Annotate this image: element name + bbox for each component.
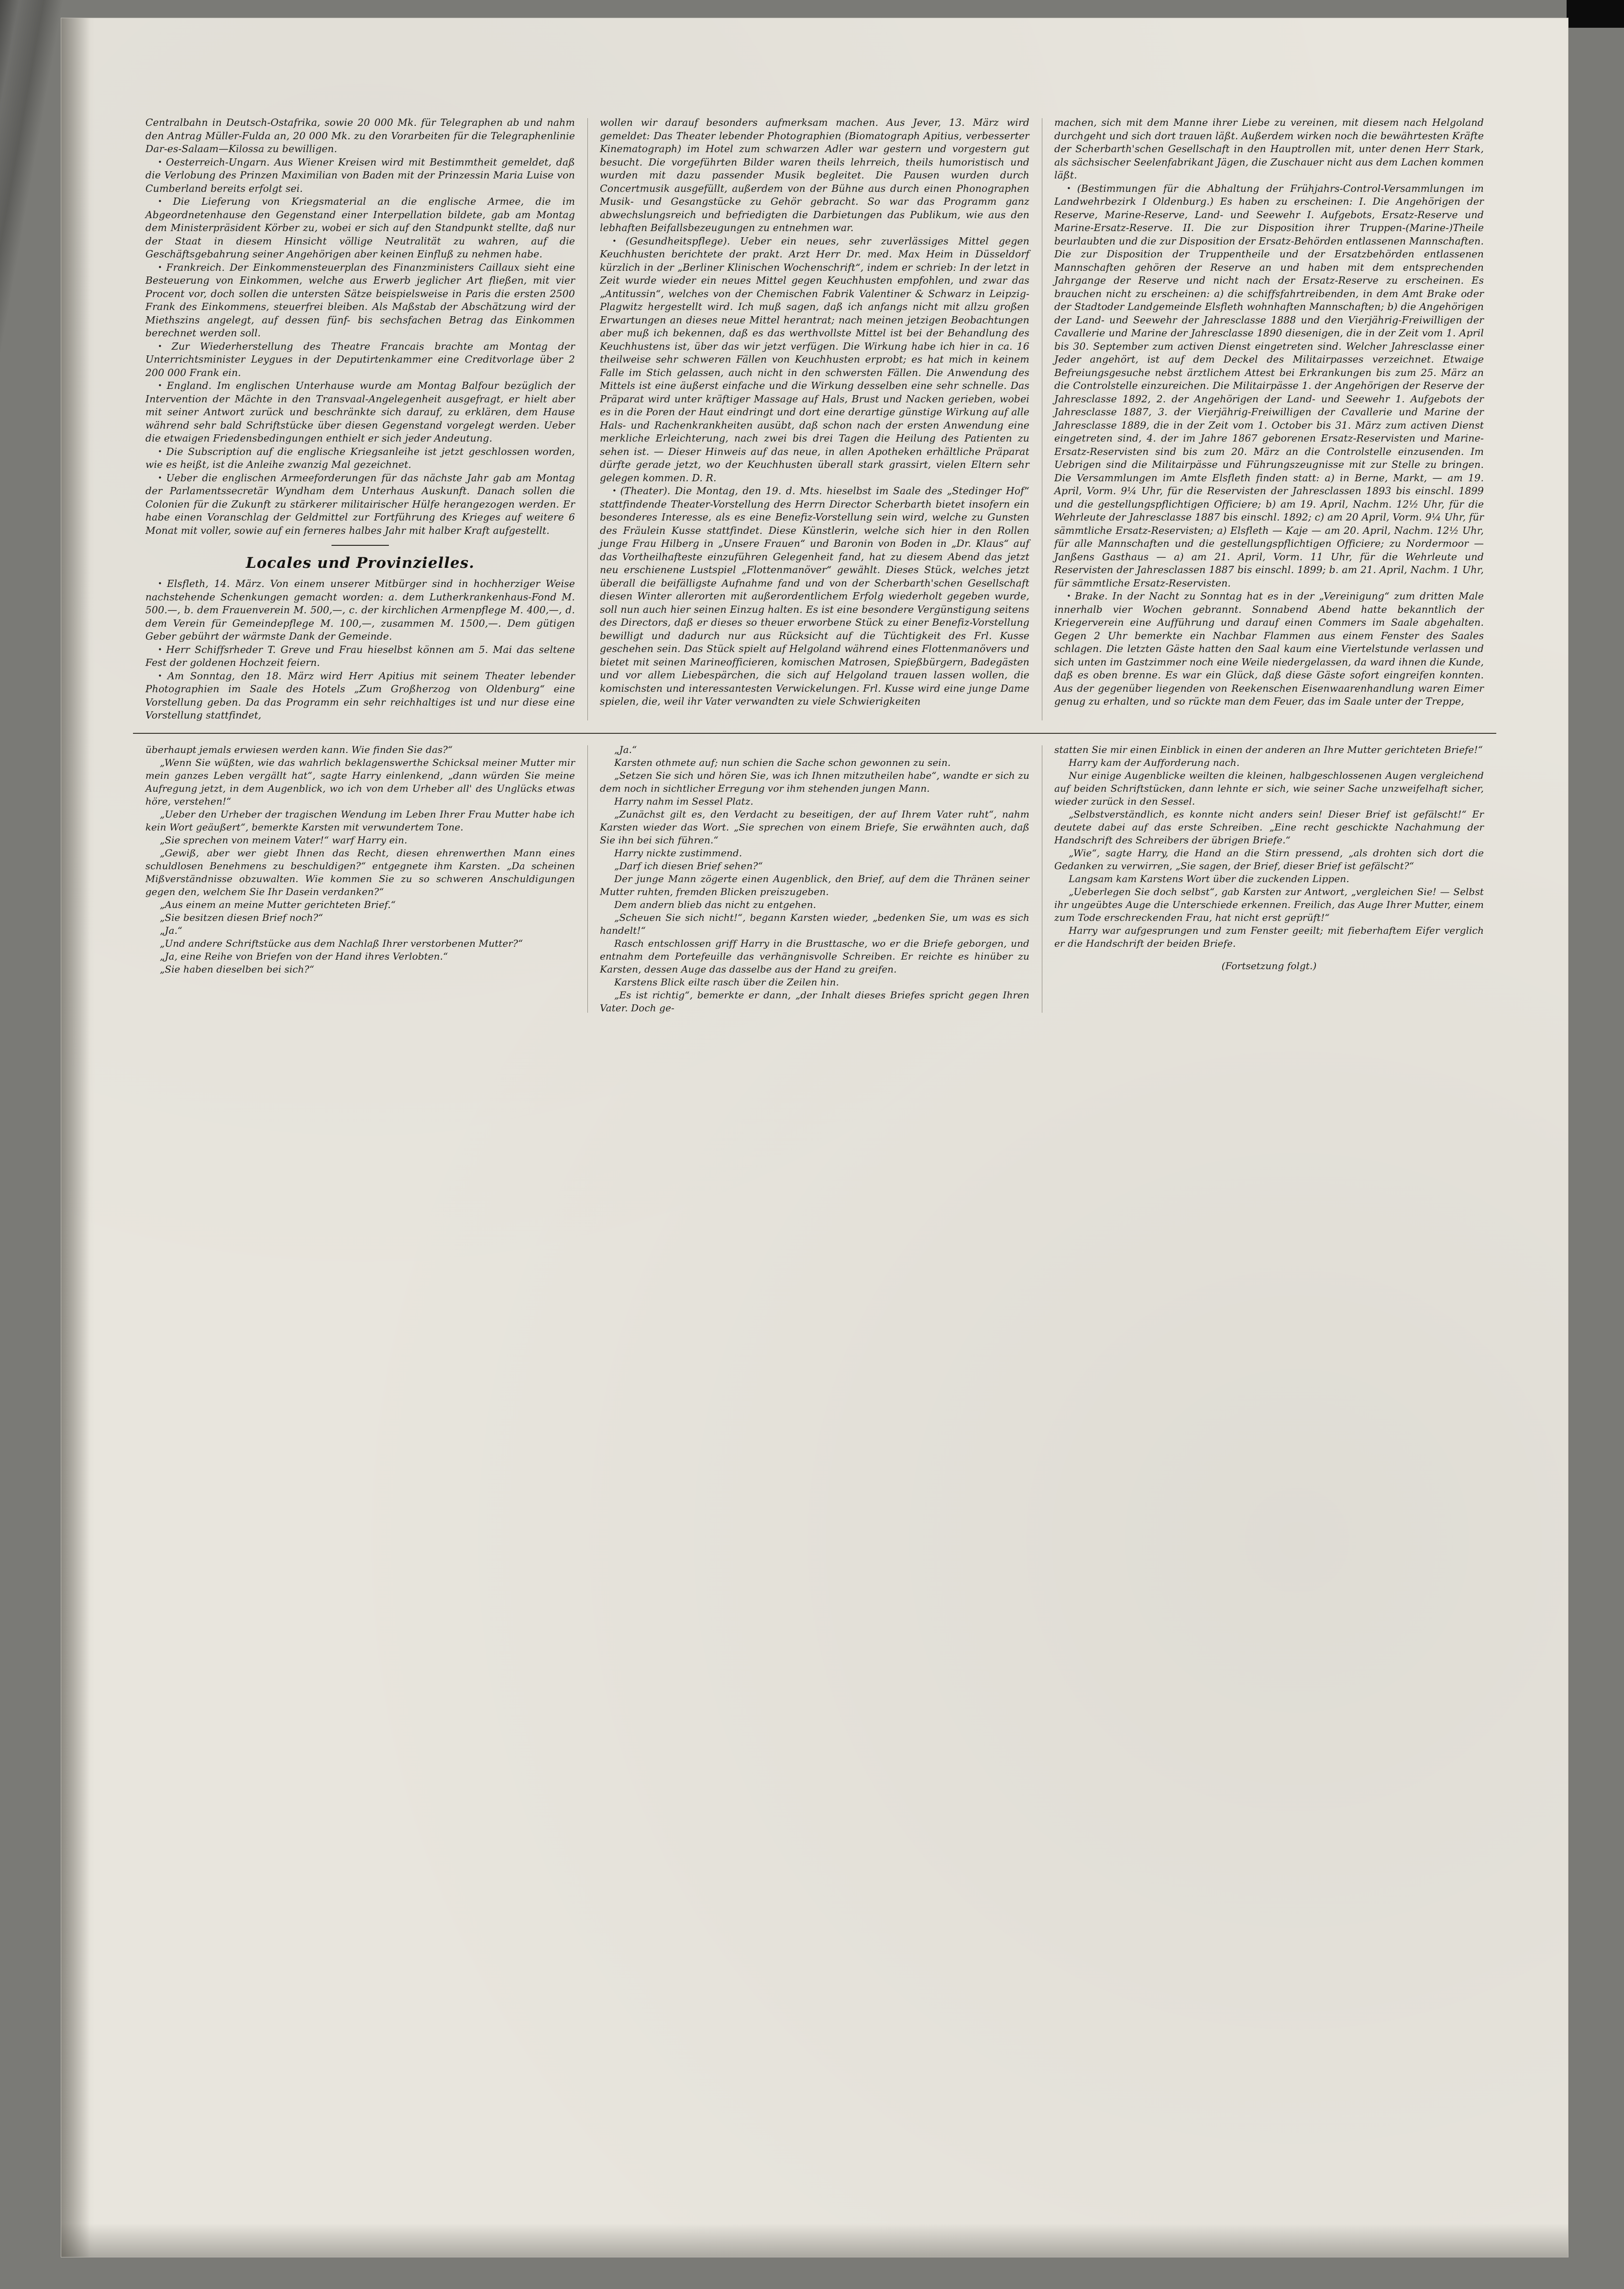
story-paragraph: Langsam kam Karstens Wort über die zuckenden Lippen. [1068, 873, 1349, 885]
article-paragraph: • Die Subscription auf die englische Kriegsanleihe ist jetzt geschlossen worden, wie es heißt, ist die Anleihe zwanzig Mal gezeichnet. [145, 445, 575, 472]
section-heading-locales: Locales und Provinzielles. [245, 554, 475, 572]
local-item: • Elsfleth, 14. März. Von einem unserer Mitbürger sind in hochherziger Weise nachstehende Schenkungen gemacht worden: a. dem Lutherkrankenhaus-Fond M. 500.—, b. dem Frauenverein M. 500,—, c. der kirchlichen Armenpflege M. 400,—, d. dem Verein für Gemeindepflege M. 100,—, zusammen M. 1500,—. Dem gütigen Geber gebührt der wärmste Dank der Gemeinde. [145, 577, 575, 643]
story-paragraph: „Sie besitzen diesen Brief noch?“ [160, 911, 323, 923]
story-paragraph: „Wenn Sie wüßten, wie das wahrlich beklagenswerthe Schicksal meiner Mutter mir mein ganzes Leben vergällt hat“, sagte Harry einlenkend, „dann würden Sie meine Aufregung jetzt, in dem Augenblick, wo ich von dem Urheber all' des Unglücks etwas höre, verstehen!“ [145, 756, 575, 807]
story-paragraph: Harry kam der Aufforderung nach. [1068, 756, 1240, 768]
story-paragraph: „Selbstverständlich, es konnte nicht anders sein! Dieser Brief ist gefälscht!“ Er deutete dabei auf das erste Schreiben. „Eine recht geschickte Nachahmung der Handschrift des Schreibers der übrigen Briefe.“ [1054, 808, 1484, 846]
article-paragraph: • Zur Wiederherstellung des Theatre Francais brachte am Montag der Unterrichtsminister Leygues in der Deputirtenkammer eine Creditvorlage über 2 200 000 Frank ein. [145, 340, 575, 380]
article-paragraph: • Ueber die englischen Armeeforderungen für das nächste Jahr gab am Montag der Parlamentssecretär Wyndham dem Unterhaus Auskunft. Danach sollen die Colonien für die Zukunft zu stärkerer militairischer Hülfe herangezogen werden. Er habe einen Voranschlag der Geldmittel zur Fortführung des Krieges auf weitere 6 Monat mit voller, sowie auf ein ferneres halbes Jahr mit halber Kraft aufgestellt. [145, 472, 575, 538]
story-paragraph: „Ueber den Urheber der tragischen Wendung im Leben Ihrer Frau Mutter habe ich kein Wort geäußert“, bemerkte Karsten mit verwundertem Tone. [145, 808, 575, 833]
news-column-3 [1042, 116, 1496, 722]
story-paragraph: „Es ist richtig“, bemerkte er dann, „der Inhalt dieses Briefes spricht gegen Ihren Vater. Doch ge- [599, 989, 1029, 1014]
top-right-black-marker [1567, 0, 1624, 28]
news-column-1 [133, 116, 587, 722]
story-paragraph: „Ja.“ [614, 743, 637, 755]
story-paragraph: „Ja, eine Reihe von Briefen von der Hand ihres Verlobten.“ [160, 950, 448, 962]
story-paragraph: Nur einige Augenblicke weilten die kleinen, halbgeschlossenen Augen vergleichend auf beiden Schriftstücken, dann lehnte er sich, wie seiner Sache unzweifelhaft sicher, wieder zurück in den Sessel. [1054, 769, 1484, 807]
article-paragraph: • (Gesundheitspflege). Ueber ein neues, sehr zuverlässiges Mittel gegen Keuchhusten berichtete der prakt. Arzt Herr Dr. med. Max Heim in Düsseldorf kürzlich in der „Berliner Klinischen Wochenschrift“, indem er schrieb: In der letzt in Zeit wurde wieder ein neues Mittel gegen Keuchhusten empfohlen, und zwar das „Antitussin“, welches von der Chemischen Fabrik Valentiner & Schwarz in Leipzig-Plagwitz hergestellt wird. Ich muß sagen, daß ich anfangs nicht mit allzu großen Erwartungen an dieses neue Mittel herantrat; nach meinen jetzigen Beobachtungen aber muß ich bekennen, daß es das werthvollste Mittel ist bei der Behandlung des Keuchhustens ist, über das wir jetzt verfügen. Die Wirkung habe ich hier in ca. 16 theilweise sehr schweren Fällen von Keuchhusten erprobt; es hat mich in keinem Falle im Stich gelassen, auch nicht in den schwersten Fällen. Die Anwendung des Mittels ist eine äußerst einfache und die Wirkung desselben eine sehr schnelle. Das Präparat wird unter kräftiger Massage auf Hals, Brust und Nacken gerieben, wobei es in die Poren der Haut eindringt und dort eine derartige günstige Wirkung auf alle Hals- und Rachenkrankheiten ausübt, daß schon nach der ersten Anwendung eine merkliche Erleichterung, nach zwei bis drei Tagen die Heilung des Patienten zu sehen ist. — Dieser Hinweis auf das neue, in allen Apotheken erhältliche Präparat dürfte gerade jetzt, wo der Keuchhusten überall stark grassirt, vielen Eltern sehr gelegen kommen. D. R. [600, 235, 1029, 485]
article-paragraph: • Brake. In der Nacht zu Sonntag hat es in der „Vereinigung“ zum dritten Male innerhalb vier Wochen gebrannt. Sonnabend Abend hatte bekanntlich der Kriegerverein eine Aufführung und darauf einen Commers im Saale abgehalten. Gegen 2 Uhr bemerkte ein Nachbar Flammen aus einem Fenster des Saales schlagen. Die letzten Gäste hatten den Saal kaum eine Viertelstunde verlassen und sich unten im Gastzimmer noch eine Weile niedergelassen, da ward ihnen die Kunde, daß es oben brenne. Es war ein Glück, daß diese Gäste sofort eingreifen konnten. Aus der gegenüber liegenden von Reekenschen Eisenwaarenhandlung waren Eimer genug zu erhalten, und so rückte man dem Feuer, das im Saale unter der Treppe, [1054, 590, 1484, 708]
article-paragraph: • Die Lieferung von Kriegsmaterial an die englische Armee, die im Abgeordnetenhause den Gegenstand einer Interpellation bildete, gab am Montag dem Ministerpräsident Körber zu, wobei er sich auf den Standpunkt stellte, daß nur der Staat in diesem Hinsicht völlige Neutralität zu wahren, auf die Geschäftsgebahrung seiner Angehörigen aber keinen Einfluß zu nehmen habe. [145, 195, 575, 261]
article-paragraph: • Oesterreich-Ungarn. Aus Wiener Kreisen wird mit Bestimmtheit gemeldet, daß die Verlobung des Prinzen Maximilian von Baden mit der Prinzessin Maria Luise von Cumberland bereits erfolgt sei. [145, 156, 575, 196]
story-paragraph: statten Sie mir einen Einblick in einen der anderen an Ihre Mutter gerichteten Briefe!“ [1054, 743, 1483, 755]
story-paragraph: „Zunächst gilt es, den Verdacht zu beseitigen, der auf Ihrem Vater ruht“, nahm Karsten wieder das Wort. „Sie sprechen von einem Briefe, Sie erwähnten auch, daß Sie ihn bei sich führen.“ [599, 808, 1029, 846]
story-paragraph: „Wie“, sagte Harry, die Hand an die Stirn pressend, „als drohten sich dort die Gedanken zu verwirren, „Sie sagen, der Brief, dieser Brief ist gefälscht?“ [1054, 847, 1484, 872]
feuilleton-column-2 [587, 743, 1042, 1015]
feuilleton-region [133, 743, 1496, 1015]
story-paragraph: Harry nahm im Sessel Platz. [614, 795, 753, 807]
story-paragraph: „Sie sprechen von meinem Vater!“ warf Harry ein. [160, 834, 408, 846]
story-paragraph: Dem andern blieb das nicht zu entgehen. [614, 898, 817, 910]
article-paragraph: • (Bestimmungen für die Abhaltung der Frühjahrs-Control-Versammlungen im Landwehrbezirk I Oldenburg.) Es haben zu erscheinen: I. Die Angehörigen der Reserve, Marine-Reserve, Land- und Seewehr I. Aufgebots, Ersatz-Reserve und Marine-Ersatz-Reserve. II. Die zur Disposition ihrer Truppen-(Marine-)Theile beurlaubten und die zur Disposition der Ersatz-Behörden entlassenen Mannschaften. Die zur Disposition der Truppentheile und der Ersatzbehörden entlassenen Mannschaften gehören der Reserve an und haben mit dem entsprechenden Jahrgange der Reserve und nicht nach der Ersatz-Reserve zu erscheinen. Es brauchen nicht zu erscheinen: a) die schiffsfahrtreibenden, in dem Amt Brake oder der Stadtoder Landgemeinde Elsfleth wohnhaften Mannschaften; b) die Angehörigen der Land- und Seewehr der Jahresclasse 1888 und den Vierjährig-Freiwilligen der Cavallerie und Marine der Jahresclasse 1890 diesenigen, die in der Zeit vom 1. April bis 30. September zum activen Dienst eingetreten sind. Welcher Jahresclasse einer Jeder angehört, ist auf dem Deckel des Militairpasses verzeichnet. Etwaige Befreiungsgesuche nebst ärztlichem Attest bei Erkrankungen bis zum 25. März an die Controlstelle einzureichen. Die Militairpässe 1. der Angehörigen der Reserve der Jahresclasse 1892, 2. der Angehörigen der Land- und Seewehr 1. Aufgebots der Jahresclasse 1887, 3. der Vierjährig-Freiwilligen der Cavallerie und Marine der Jahresclasse 1889, die in der Zeit vom 1. October bis 31. März zum activen Dienst eingetreten sind, 4. der im Jahre 1867 geborenen Ersatz-Reservisten und Marine-Ersatz-Reservisten sind bis zum 20. März an die Controlstelle einzusenden. Im Uebrigen sind die Militairpässe und Führungszeugnisse mit zur Stelle zu bringen. Die Versammlungen im Amte Elsfleth finden statt: a) in Berne, Markt, — am 19. April, Vorm. 9¼ Uhr, für die Reservisten der Jahresclassen 1893 bis einschl. 1899 und die gestellungspflichtigen Officiere; b) am 19. April, Nachm. 12½ Uhr, für die Wehrleute der Jahresclasse 1887 bis einschl. 1892; c) am 20 April, Vorm. 9¼ Uhr, für sämmtliche Ersatz-Reservisten; a) Elsfleth — Kaje — am 20. April, Nachm. 12½ Uhr, für alle Mannschaften und die gestellungspflichtigen Officiere; zu Nordermoor — Janßens Gasthaus — a) am 21. April, Vorm. 11 Uhr, für die Wehrleute und Reservisten der Jahresclassen 1887 bis einschl. 1899; b. am 21. April, Nachm. 1 Uhr, für sämmtliche Ersatz-Reservisten. [1054, 182, 1484, 590]
article-paragraph: • England. Im englischen Unterhause wurde am Montag Balfour bezüglich der Intervention der Mächte in den Transvaal-Angelegenheit ausgefragt, er hielt aber mit seiner Antwort zurück und beschränkte sich darauf, zu erklären, dem Hause während sehr bald Schriftstücke über diesen Gegenstand vorgelegt werden. Ueber die etwaigen Friedensbedingungen enthielt er sich jeder Andeutung. [145, 379, 575, 445]
story-paragraph: Rasch entschlossen griff Harry in die Brusttasche, wo er die Briefe geborgen, und entnahm dem Portefeuille das verhängnisvolle Schreiben. Er reichte es hinüber zu Karsten, dessen Auge das dasselbe aus der Hand zu greifen. [599, 937, 1029, 975]
feuilleton-column-1 [133, 743, 587, 1015]
local-item: • Herr Schiffsrheder T. Greve und Frau hieselbst können am 5. Mai das seltene Fest der goldenen Hochzeit feiern. [145, 643, 575, 670]
article-paragraph: wollen wir darauf besonders aufmerksam machen. Aus Jever, 13. März wird gemeldet: Das Theater lebender Photographien (Biomatograph Apitius, verbesserter Kinematograph) im Hotel zum schwarzen Adler war gestern und vorgestern gut besucht. Die vorgeführten Bilder waren theils lehrreich, theils humoristisch und wurden mit dazu passender Musik begleitet. Die Pausen wurden durch Concertmusik ausgefüllt, außerdem von der Bühne aus durch einen Phonographen Musik- und Gesangstücke zu Gehör gebracht. So war das Programm ganz abwechslungsreich und befriedigten die Darbietungen das Publikum, wie aus den lebhaften Beifallsbezeugungen zu entnehmen war. [599, 117, 1029, 233]
article-paragraph: • Frankreich. Der Einkommensteuerplan des Finanzministers Caillaux sieht eine Besteuerung von Einkommen, welche aus Erwerb jeglicher Art fließen, mit vier Procent vor, doch sollen die untersten Sätze beispielsweise in Paris die ersten 2500 Frank des Einkommens, steuerfrei bleiben. Als Maßstab der Abschätzung wird der Miethszins angelegt, auf dessen fünf- bis sechsfachen Betrag das Einkommen berechnet werden soll. [145, 261, 575, 340]
story-paragraph: Der junge Mann zögerte einen Augenblick, den Brief, auf dem die Thränen seiner Mutter ruhten, fremden Blicken preiszugeben. [599, 873, 1029, 897]
article-paragraph: Centralbahn in Deutsch-Ostafrika, sowie 20 000 Mk. für Telegraphen ab und nahm den Antrag Müller-Fulda an, 20 000 Mk. zu den Vorarbeiten für die Telegraphenlinie Dar-es-Salaam—Kilossa zu bewilligen. [145, 117, 575, 155]
story-paragraph: Harry nickte zustimmend. [614, 847, 742, 859]
feuilleton-column-3 [1042, 743, 1496, 1015]
story-paragraph: „Sie haben dieselben bei sich?“ [160, 963, 314, 975]
story-paragraph: „Gewiß, aber wer giebt Ihnen das Recht, diesen ehrenwerthen Mann eines schuldlosen Benehmens zu beschuldigen?“ entgegnete ihm Karsten. „Da scheinen Mißverständnisse obzuwalten. Wie kommen Sie zu so schweren Anschuldigungen gegen den, welchem Sie Ihr Dasein verdanken?“ [145, 847, 575, 897]
story-paragraph: Karsten othmete auf; nun schien die Sache schon gewonnen zu sein. [614, 756, 951, 768]
local-item: • Am Sonntag, den 18. März wird Herr Apitius mit seinem Theater lebender Photographien im Saale des Hotels „Zum Großherzog von Oldenburg“ eine Vorstellung geben. Da das Programm ein sehr reichhaltiges ist und nur diese eine Vorstellung stattfindet, [145, 670, 575, 722]
feuilleton-separator-rule [133, 733, 1496, 734]
section-divider-rule [331, 545, 389, 546]
story-paragraph: „Scheuen Sie sich nicht!“, begann Karsten wieder, „bedenken Sie, um was es sich handelt!“ [599, 911, 1029, 936]
story-paragraph: „Setzen Sie sich und hören Sie, was ich Ihnen mitzutheilen habe“, wandte er sich zu dem noch in sichtlicher Erregung vor ihm stehenden jungen Mann. [599, 769, 1029, 794]
story-paragraph: „Aus einem an meine Mutter gerichteten Brief.“ [160, 898, 396, 910]
article-paragraph: • (Theater). Die Montag, den 19. d. Mts. hieselbst im Saale des „Stedinger Hof“ stattfindende Theater-Vorstellung des Herrn Director Scherbarth bietet insofern ein besonderes Interesse, als es eine Benefiz-Vorstellung sein wird, welche zu Gunsten des Fräulein Kusse stattfindet. Diese Künstlerin, welche sich hier in den Rollen junge Frau Hilberg in „Unsere Frauen“ und Baronin von Boden in „Dr. Klaus“ auf das Vortheilhafteste einzuführen Gelegenheit fand, hat zu diesem Abend das jetzt neu erschienene Lustspiel „Flottenmanöver“ gewählt. Dieses Stück, welches jetzt überall die beifälligste Aufnahme fand und von der Scherbarth'schen Gesellschaft diesen Winter allerorten mit außerordentlichem Erfolg wiederholt gegeben wurde, soll nun auch hier seinen Einzug halten. Es ist eine besondere Vergünstigung seitens des Directors, daß er dieses so theuer erworbene Stück zu einer Benefiz-Vorstellung bewilligt und dadurch nur aus Rücksicht auf die Tüchtigkeit des Frl. Kusse geschehen sein. Das Stück spielt auf Helgoland während eines Flottenmanövers und bietet mit seinen Marineofficieren, komischen Matrosen, Spießbürgern, Badegästen und vor allem Liebespärchen, die sich auf Helgoland trauen lassen wollen, die komischsten und interessantesten Verwickelungen. Frl. Kusse wird eine junge Dame spielen, die, weil ihr Vater verwandten zu viele Schwierigkeiten [600, 485, 1029, 708]
story-paragraph: „Ueberlegen Sie doch selbst“, gab Karsten zur Antwort, „vergleichen Sie! — Selbst ihr ungeübtes Auge die Unterschiede erkennen. Freilich, das Auge Ihrer Mutter, einem zum Tode erschreckenden Frau, hat nicht erst geprüft!“ [1054, 885, 1484, 923]
story-paragraph: Harry war aufgesprungen und zum Fenster geeilt; mit fieberhaftem Eifer verglich er die Handschrift der beiden Briefe. [1054, 924, 1484, 949]
story-paragraph: „Und andere Schriftstücke aus dem Nachlaß Ihrer verstorbenen Mutter?“ [160, 937, 523, 949]
story-paragraph: „Ja.“ [160, 924, 183, 936]
story-paragraph: Karstens Blick eilte rasch über die Zeilen hin. [614, 976, 839, 988]
article-paragraph: machen, sich mit dem Manne ihrer Liebe zu vereinen, mit diesem nach Helgoland durchgeht und sich dort trauen läßt. Außerdem wirken noch die bewährtesten Kräfte der Scherbarth'schen Gesellschaft in den Hauptrollen mit, unter denen Herr Stark, als sächsischer Seelenfabrikant Jägen, die Zuschauer nicht aus dem Lachen kommen läßt. [1054, 117, 1484, 181]
story-paragraph: „Darf ich diesen Brief sehen?“ [614, 860, 763, 872]
main-news-region [133, 116, 1496, 722]
news-column-2 [587, 116, 1042, 722]
newspaper-page [61, 18, 1568, 2257]
story-paragraph: überhaupt jemals erwiesen werden kann. Wie finden Sie das?“ [145, 743, 453, 755]
continuation-note: (Fortsetzung folgt.) [1221, 960, 1317, 972]
